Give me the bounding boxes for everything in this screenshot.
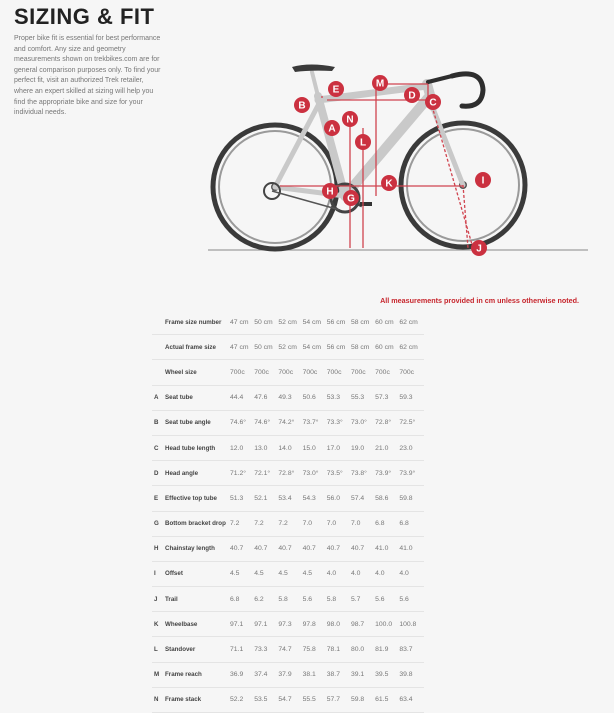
table-cell: 700c [230, 360, 254, 385]
table-cell: 40.7 [254, 536, 278, 561]
table-cell: 47.6 [254, 385, 278, 410]
row-letter: B [152, 410, 165, 435]
row-letter: E [152, 486, 165, 511]
marker-i [475, 172, 491, 188]
table-cell: 73.9° [399, 461, 423, 486]
table-cell: 7.2 [278, 511, 302, 536]
table-cell: 53.5 [254, 687, 278, 712]
table-cell: 54.3 [303, 486, 327, 511]
table-cell: 83.7 [399, 637, 423, 662]
table-cell: 54 cm [303, 335, 327, 360]
table-cell: 700c [303, 360, 327, 385]
marker-e [328, 81, 344, 97]
row-letter: D [152, 461, 165, 486]
table-cell: 60 cm [375, 310, 399, 335]
row-label: Offset [165, 561, 230, 586]
marker-l [355, 134, 371, 150]
table-cell: 7.2 [230, 511, 254, 536]
table-cell: 97.8 [303, 612, 327, 637]
row-letter [152, 360, 165, 385]
table-cell: 55.3 [351, 385, 375, 410]
table-cell: 73.3 [254, 637, 278, 662]
row-letter: N [152, 687, 165, 712]
svg-text:L: L [359, 137, 367, 149]
table-cell: 4.5 [254, 561, 278, 586]
table-cell: 72.5° [399, 410, 423, 435]
table-cell: 5.6 [399, 587, 423, 612]
table-cell: 100.8 [399, 612, 423, 637]
table-row [152, 662, 424, 687]
table-cell: 60 cm [375, 335, 399, 360]
page-title: SIZING & FIT [14, 4, 155, 29]
table-cell: 4.5 [278, 561, 302, 586]
table-cell: 73.8° [351, 461, 375, 486]
svg-text:H: H [326, 186, 334, 198]
row-letter: G [152, 511, 165, 536]
table-cell: 74.6° [230, 410, 254, 435]
table-cell: 74.2° [278, 410, 302, 435]
row-letter: C [152, 435, 165, 460]
table-cell: 97.1 [254, 612, 278, 637]
row-letter: A [152, 385, 165, 410]
table-cell: 5.6 [375, 587, 399, 612]
table-cell: 7.2 [254, 511, 278, 536]
table-cell: 51.3 [230, 486, 254, 511]
row-label: Trail [165, 587, 230, 612]
svg-text:K: K [385, 178, 393, 190]
row-label: Bottom bracket drop [165, 511, 230, 536]
table-cell: 59.3 [399, 385, 423, 410]
row-letter: M [152, 662, 165, 687]
svg-text:A: A [328, 123, 336, 135]
table-row [152, 310, 424, 335]
table-cell: 72.8° [278, 461, 302, 486]
row-label: Frame stack [165, 687, 230, 712]
svg-text:M: M [375, 78, 385, 90]
table-cell: 50 cm [254, 310, 278, 335]
table-cell: 80.0 [351, 637, 375, 662]
table-cell: 71.1 [230, 637, 254, 662]
table-cell: 58 cm [351, 310, 375, 335]
table-cell: 47 cm [230, 335, 254, 360]
table-cell: 700c [278, 360, 302, 385]
table-cell: 74.6° [254, 410, 278, 435]
table-cell: 41.0 [375, 536, 399, 561]
row-label: Seat tube angle [165, 410, 230, 435]
bike-geometry-diagram [200, 58, 600, 258]
row-letter [152, 335, 165, 360]
table-cell: 61.5 [375, 687, 399, 712]
row-label: Chainstay length [165, 536, 230, 561]
marker-g [343, 190, 359, 206]
table-cell: 40.7 [278, 536, 302, 561]
row-letter: I [152, 561, 165, 586]
table-row [152, 335, 424, 360]
table-cell: 73.0° [351, 410, 375, 435]
table-cell: 98.7 [351, 612, 375, 637]
row-label: Frame size number [165, 310, 230, 335]
svg-text:J: J [476, 243, 482, 255]
marker-k [381, 175, 397, 191]
row-letter: J [152, 587, 165, 612]
table-cell: 98.0 [327, 612, 351, 637]
table-cell: 4.0 [375, 561, 399, 586]
table-cell: 73.7° [303, 410, 327, 435]
table-cell: 37.4 [254, 662, 278, 687]
table-cell: 58 cm [351, 335, 375, 360]
intro-text: Proper bike fit is essential for best performance and comfort. Any size and geometry measurements shown on trekbikes.com are for general comparison purposes only. To find your perfect fit, visit an authorized Trek retailer, where an expert skilled at sizing will help you find the appropriate bike and size for your individual needs. [14, 35, 161, 117]
table-cell: 73.0° [303, 461, 327, 486]
table-cell: 72.8° [375, 410, 399, 435]
table-cell: 44.4 [230, 385, 254, 410]
table-cell: 73.3° [327, 410, 351, 435]
row-label: Actual frame size [165, 335, 230, 360]
table-cell: 72.1° [254, 461, 278, 486]
table-row [152, 385, 424, 410]
row-label: Effective top tube [165, 486, 230, 511]
table-row [152, 536, 424, 561]
table-cell: 40.7 [303, 536, 327, 561]
table-cell: 40.7 [351, 536, 375, 561]
marker-d [404, 87, 420, 103]
table-cell: 37.9 [278, 662, 302, 687]
table-cell: 7.0 [351, 511, 375, 536]
table-row [152, 612, 424, 637]
row-letter: K [152, 612, 165, 637]
table-cell: 58.6 [375, 486, 399, 511]
table-cell: 78.1 [327, 637, 351, 662]
table-cell: 56 cm [327, 335, 351, 360]
table-cell: 73.5° [327, 461, 351, 486]
table-cell: 62 cm [399, 310, 423, 335]
table-row [152, 410, 424, 435]
row-label: Seat tube [165, 385, 230, 410]
table-cell: 4.0 [351, 561, 375, 586]
table-cell: 700c [254, 360, 278, 385]
svg-text:I: I [481, 175, 485, 187]
table-row [152, 511, 424, 536]
table-cell: 700c [327, 360, 351, 385]
table-cell: 59.8 [351, 687, 375, 712]
row-label: Wheelbase [165, 612, 230, 637]
table-cell: 5.6 [303, 587, 327, 612]
table-cell: 47 cm [230, 310, 254, 335]
row-letter: H [152, 536, 165, 561]
table-cell: 54 cm [303, 310, 327, 335]
table-cell: 700c [351, 360, 375, 385]
table-cell: 56.0 [327, 486, 351, 511]
marker-h [322, 183, 338, 199]
table-cell: 13.0 [254, 435, 278, 460]
table-cell: 39.8 [399, 662, 423, 687]
marker-c [425, 94, 441, 110]
table-cell: 7.0 [327, 511, 351, 536]
table-row [152, 435, 424, 460]
table-cell: 5.8 [327, 587, 351, 612]
svg-text:N: N [346, 114, 354, 126]
table-cell: 100.0 [375, 612, 399, 637]
table-row [152, 637, 424, 662]
table-cell: 52 cm [278, 310, 302, 335]
table-cell: 19.0 [351, 435, 375, 460]
table-cell: 4.5 [230, 561, 254, 586]
table-cell: 50 cm [254, 335, 278, 360]
table-cell: 59.8 [399, 486, 423, 511]
table-cell: 53.3 [327, 385, 351, 410]
table-cell: 52.2 [230, 687, 254, 712]
table-cell: 55.5 [303, 687, 327, 712]
table-cell: 71.2° [230, 461, 254, 486]
marker-b [294, 97, 310, 113]
table-cell: 700c [399, 360, 423, 385]
table-cell: 50.6 [303, 385, 327, 410]
row-letter: L [152, 637, 165, 662]
table-cell: 56 cm [327, 310, 351, 335]
svg-text:D: D [408, 90, 416, 102]
table-row [152, 561, 424, 586]
table-cell: 6.2 [254, 587, 278, 612]
table-cell: 21.0 [375, 435, 399, 460]
table-cell: 97.1 [230, 612, 254, 637]
table-cell: 17.0 [327, 435, 351, 460]
table-cell: 62 cm [399, 335, 423, 360]
marker-m [372, 75, 388, 91]
row-label: Standover [165, 637, 230, 662]
table-cell: 36.9 [230, 662, 254, 687]
table-cell: 6.8 [399, 511, 423, 536]
row-label: Frame reach [165, 662, 230, 687]
table-cell: 39.5 [375, 662, 399, 687]
marker-a [324, 120, 340, 136]
table-row [152, 687, 424, 712]
table-cell: 4.0 [399, 561, 423, 586]
table-cell: 54.7 [278, 687, 302, 712]
table-cell: 57.7 [327, 687, 351, 712]
table-cell: 52 cm [278, 335, 302, 360]
table-row [152, 587, 424, 612]
table-row [152, 461, 424, 486]
table-cell: 40.7 [230, 536, 254, 561]
table-cell: 12.0 [230, 435, 254, 460]
table-cell: 23.0 [399, 435, 423, 460]
table-cell: 38.1 [303, 662, 327, 687]
row-label: Wheel size [165, 360, 230, 385]
svg-text:E: E [332, 84, 340, 96]
table-cell: 5.7 [351, 587, 375, 612]
svg-text:G: G [347, 193, 355, 205]
table-cell: 7.0 [303, 511, 327, 536]
row-label: Head angle [165, 461, 230, 486]
geometry-table [152, 310, 424, 713]
table-row [152, 486, 424, 511]
table-cell: 4.5 [303, 561, 327, 586]
svg-text:B: B [298, 100, 306, 112]
table-cell: 6.8 [230, 587, 254, 612]
marker-j [471, 240, 487, 256]
table-cell: 14.0 [278, 435, 302, 460]
table-cell: 81.9 [375, 637, 399, 662]
bike-frame [275, 72, 463, 196]
table-cell: 5.8 [278, 587, 302, 612]
table-cell: 6.8 [375, 511, 399, 536]
table-cell: 40.7 [327, 536, 351, 561]
table-cell: 53.4 [278, 486, 302, 511]
table-cell: 15.0 [303, 435, 327, 460]
table-cell: 73.9° [375, 461, 399, 486]
row-letter [152, 310, 165, 335]
table-cell: 38.7 [327, 662, 351, 687]
table-cell: 97.3 [278, 612, 302, 637]
table-cell: 4.0 [327, 561, 351, 586]
table-cell: 74.7 [278, 637, 302, 662]
table-cell: 57.4 [351, 486, 375, 511]
units-note: All measurements provided in cm unless otherwise noted. [380, 296, 579, 305]
table-cell: 75.8 [303, 637, 327, 662]
table-cell: 52.1 [254, 486, 278, 511]
svg-text:C: C [429, 97, 437, 109]
table-cell: 700c [375, 360, 399, 385]
row-label: Head tube length [165, 435, 230, 460]
marker-n [342, 111, 358, 127]
table-row [152, 360, 424, 385]
table-cell: 63.4 [399, 687, 423, 712]
table-cell: 39.1 [351, 662, 375, 687]
table-cell: 57.3 [375, 385, 399, 410]
table-cell: 41.0 [399, 536, 423, 561]
table-cell: 49.3 [278, 385, 302, 410]
